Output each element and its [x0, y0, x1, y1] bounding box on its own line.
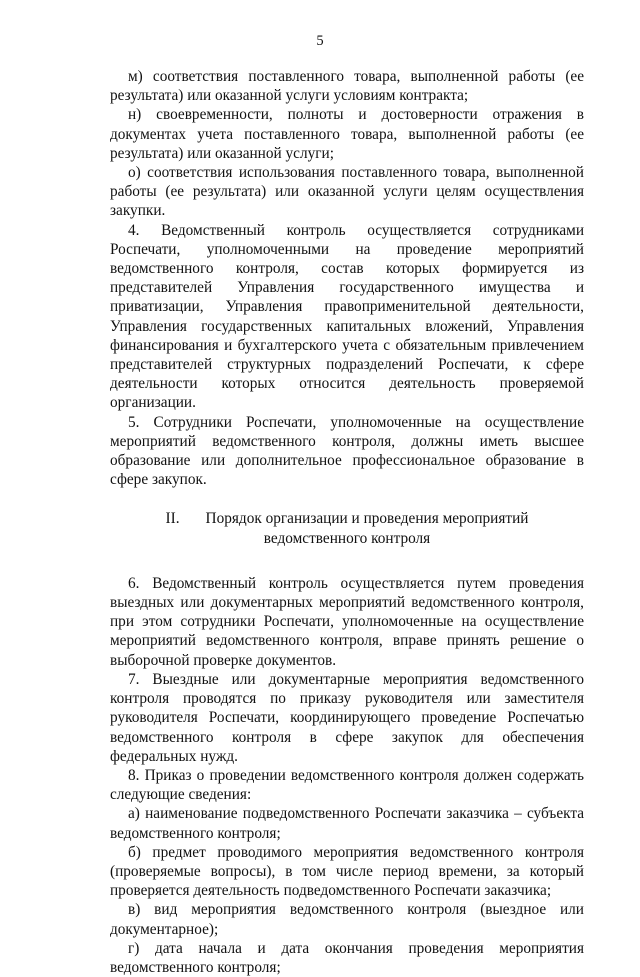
paragraph-item-g: г) дата начала и дата окончания проведения мероприятия ведомственного контроля; — [110, 939, 584, 976]
section-title-line1: Порядок организации и проведения мероприятий — [205, 510, 529, 528]
paragraph-item-m: м) соответствия поставленного товара, выполненной работы (ее результата) или оказанной услуги условиям контракта; — [110, 68, 584, 105]
section-number: II. — [165, 510, 180, 528]
paragraph-8: 8. Приказ о проведении ведомственного контроля должен содержать следующие сведения: — [110, 766, 584, 804]
paragraph-7: 7. Выездные или документарные мероприятия ведомственного контроля проводятся по приказу руководителя или заместителя руководителя Роспечати, координирующего проведение Роспечатью ведомственного контроля в сфере закупок для обеспечения федеральных нужд. — [110, 670, 584, 765]
document-body — [110, 67, 584, 977]
paragraph-item-o: о) соответствия использования поставленного товара, выполненной работы (ее результата) или оказанной услуги целям осуществления закупки. — [110, 164, 584, 220]
section-title-line2: ведомственного контроля — [263, 529, 431, 547]
paragraph-item-a: а) наименование подведомственного Роспечати заказчика – субъекта ведомственного контроля; — [110, 805, 584, 842]
paragraph-item-n: н) своевременности, полноты и достоверности отражения в документах учета поставленного товара, выполненной работы (ее результата) или оказанной услуги; — [110, 106, 584, 162]
section-heading — [110, 509, 584, 547]
page-number: 5 — [316, 33, 324, 49]
paragraph-5: 5. Сотрудники Роспечати, уполномоченные на осуществление мероприятий ведомственного контроля, должны иметь высшее образование или дополнительное профессиональное образование в сфере закупок. — [110, 413, 584, 489]
paragraph-item-b: б) предмет проводимого мероприятия ведомственного контроля (проверяемые вопросы), в том числе период времени, за который проверяется деятельность подведомственного Роспечати заказчика; — [110, 843, 584, 900]
paragraph-6: 6. Ведомственный контроль осуществляется путем проведения выездных или документарных мероприятий ведомственного контроля, при этом сотрудники Роспечати, уполномоченные на осуществление мероприятий ведомственного контроля, вправе принять решение о выборочной проверке документов. — [110, 574, 584, 669]
paragraph-4: 4. Ведомственный контроль осуществляется сотрудниками Роспечати, уполномоченными на проведение мероприятий ведомственного контроля, состав которых формируется из представителей Управления государственного имущества и приватизации, Управления правоприменительной деятельности, Управления государственных капитальных вложений, Управления финансирования и бухгалтерского учета с обязательным привлечением представителей структурных подразделений Роспечати, к сфере деятельности которых относится деятельность проверяемой организации. — [110, 221, 584, 412]
paragraph-item-v: в) вид мероприятия ведомственного контроля (выездное или документарное); — [110, 901, 584, 938]
